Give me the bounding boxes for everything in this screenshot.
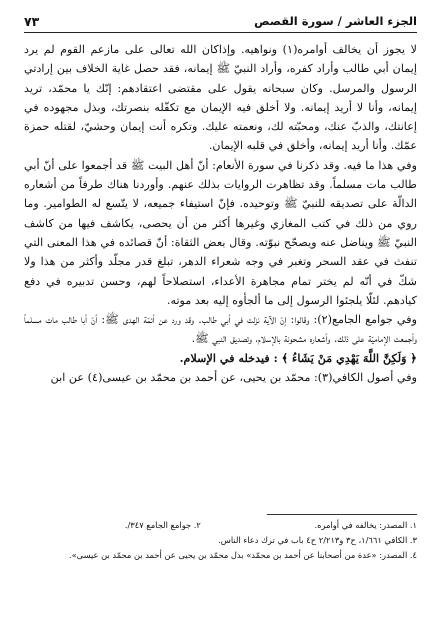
page-header xyxy=(24,10,417,32)
header-divider xyxy=(24,32,417,33)
paragraph-2: وفي هذا ما فيه. وقد ذكرنا في سورة الأنعام: أنّ أهل البيت ﷺ قد أجمعوا على أنّ أبي طالب مات مسلماً. وقد تظاهرت الروايات بذلك عنهم. وأوردنا هناك طرفاً من أشعاره الدالّة على تصديقه للنبيّ ﷺ وتوحيده. فإنّ استيفاء جميعه، لا يتّسع له الطوامير. وما روي من ذلك في كتب المغازي وغيرها أكثر من أن يحصى، يكاشف فيها من كاشف النبيّ ﷺ ويناضل عنه ويصحّح نبوّته. وقال بعض الثقاة: أنّ قصائده في هذا المعنى التي تنفث في عقد السحر وتغبر في وجه شعراء الدهر، تبلغ قدر مجلّد وأكثر من هذا ولا شكّ في أنّه لم يختر تمام مجاهرة الأعداء، استصلاحاً لهم، وحسن تدبيره في دفع كيادهم. لئلّا يلجئوا الرسول إلى ما ألجأوه إليه بعد موته. xyxy=(24,158,417,307)
footnote-4: ٤. المصدر: «عدة من أصحابنا عن أحمد بن محمّد» بدل محمّد بن يحيى عن أحمد بن محمّد بن عيسى». xyxy=(68,550,417,560)
footnote-row xyxy=(24,518,417,533)
main-text xyxy=(24,40,417,387)
footnote-divider xyxy=(267,514,417,515)
quran-verse: ﴿ وَلَكِنَّ اللَّهَ يَهْدِي مَنْ يَشَاءُ ﴾ : فيدخله في الإسلام. xyxy=(179,350,417,365)
paragraph-3: وفي جوامع الجامع(٢): وقالوا: إنّ الآية نزلت في أبي طالب. وقد ورد عن أئمّة الهدى ﷺ: أنّ أبا طالب مات مسلماً وأجمعت الإماميّة على ذلك. وأشعاره مشحونة بالإسلام، وتصديق النبي ﷺ. xyxy=(24,313,417,346)
footnotes xyxy=(24,518,417,563)
paragraph-4: وفي أصول الكافي(٣): محمّد بن يحيى، عن أحمد بن محمّد بن عيسى(٤) عن ابن xyxy=(50,371,417,385)
footnote-3: ٣. الكافي ١/٦٦١، ح٣ و٢/٢١٣ ح٤ باب في ترك دعاء الناس. xyxy=(218,535,417,545)
footnote-1: ١. المصدر: يخالفه في أوامره. xyxy=(314,520,417,530)
page-number: ٧٣ xyxy=(24,13,40,29)
paragraph-1: لا يجوز أن يخالف أوامره(١) ونواهيه. وإذاكان الله تعالى على مازعم القوم لم يرد إيمان أبي طالب وأراد كفره، وأراد النبيّ ﷺ إيمانه، فقد حصل غاية الخلاف بين إرادتي الرسول والمرسل. وكان سبحانه يقول على مقتضى اعتقادهم: إنّك يا محمّد، تريد إيمانه، وأنا لا أريد إيمانه. ولا أخلق فيه الإيمان مع تكفّله بنصرتك، وبذل مجهوده في إعانتك، والذبّ عنك، ومحبّته لك، ونعمته عليك. وتكره أنت إيمان وحشيّ، لقتله حمزة عمّك. وأنا أريد إيمانه، وأخلق في قلبه الإيمان. xyxy=(24,43,417,153)
running-title: الجزء العاشر / سورة القصص xyxy=(254,14,417,28)
footnote-2: ٢. جوامع الجامع ٣٤٧/. xyxy=(124,520,201,530)
